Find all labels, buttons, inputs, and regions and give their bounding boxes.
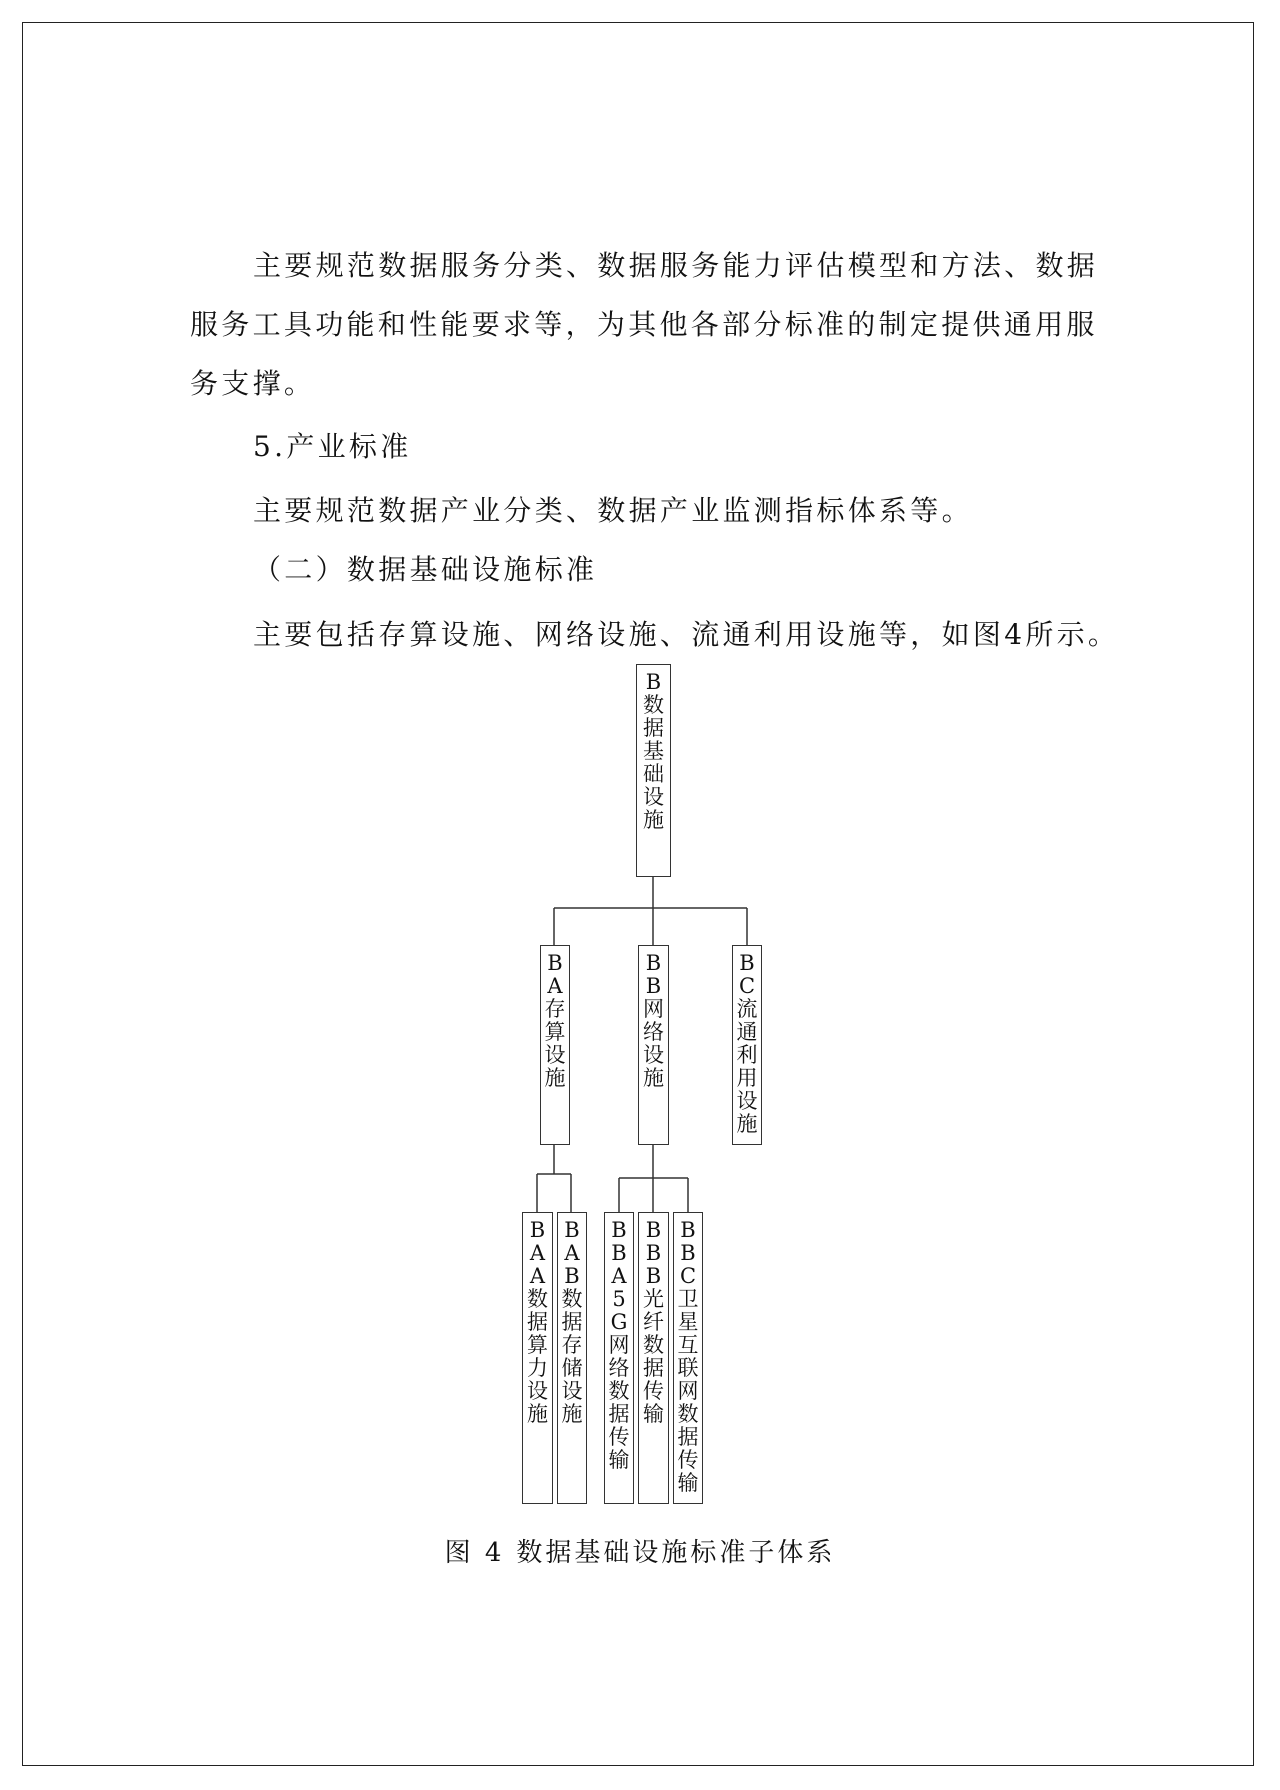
page-border <box>22 22 1254 1766</box>
caption-title: 数据基础设施标准子体系 <box>516 1538 836 1568</box>
node-bbc-satellite-transmission: BBC卫星互联网数据传输 <box>673 1212 703 1504</box>
node-bba-5g-transmission: BBA5G网络数据传输 <box>604 1212 634 1504</box>
figure-caption <box>0 1532 1280 1569</box>
node-baa-computing-power: BAA数据算力设施 <box>522 1212 553 1504</box>
node-bb-network: BB网络设施 <box>638 945 669 1145</box>
caption-label: 图 4 <box>444 1538 505 1568</box>
section-heading-industry: 5.产业标准 <box>253 430 412 463</box>
paragraph-line-1: 主要规范数据服务分类、数据服务能力评估模型和方法、数据 <box>253 249 1099 282</box>
paragraph-line-3: 务支撑。 <box>190 367 316 400</box>
node-ba-storage-compute: BA存算设施 <box>540 945 570 1145</box>
node-bc-circulation: BC流通利用设施 <box>732 945 762 1145</box>
node-bab-storage: BAB数据存储设施 <box>557 1212 587 1504</box>
node-bbb-fiber-transmission: BBB光纤数据传输 <box>638 1212 669 1504</box>
paragraph-line-2: 服务工具功能和性能要求等，为其他各部分标准的制定提供通用服 <box>190 308 1098 341</box>
paragraph-industry: 主要规范数据产业分类、数据产业监测指标体系等。 <box>253 494 973 527</box>
paragraph-infrastructure: 主要包括存算设施、网络设施、流通利用设施等，如图4所示。 <box>253 618 1120 651</box>
node-root-data-infrastructure: B数据基础设施 <box>636 664 671 877</box>
section-heading-infrastructure: （二）数据基础设施标准 <box>253 553 598 586</box>
